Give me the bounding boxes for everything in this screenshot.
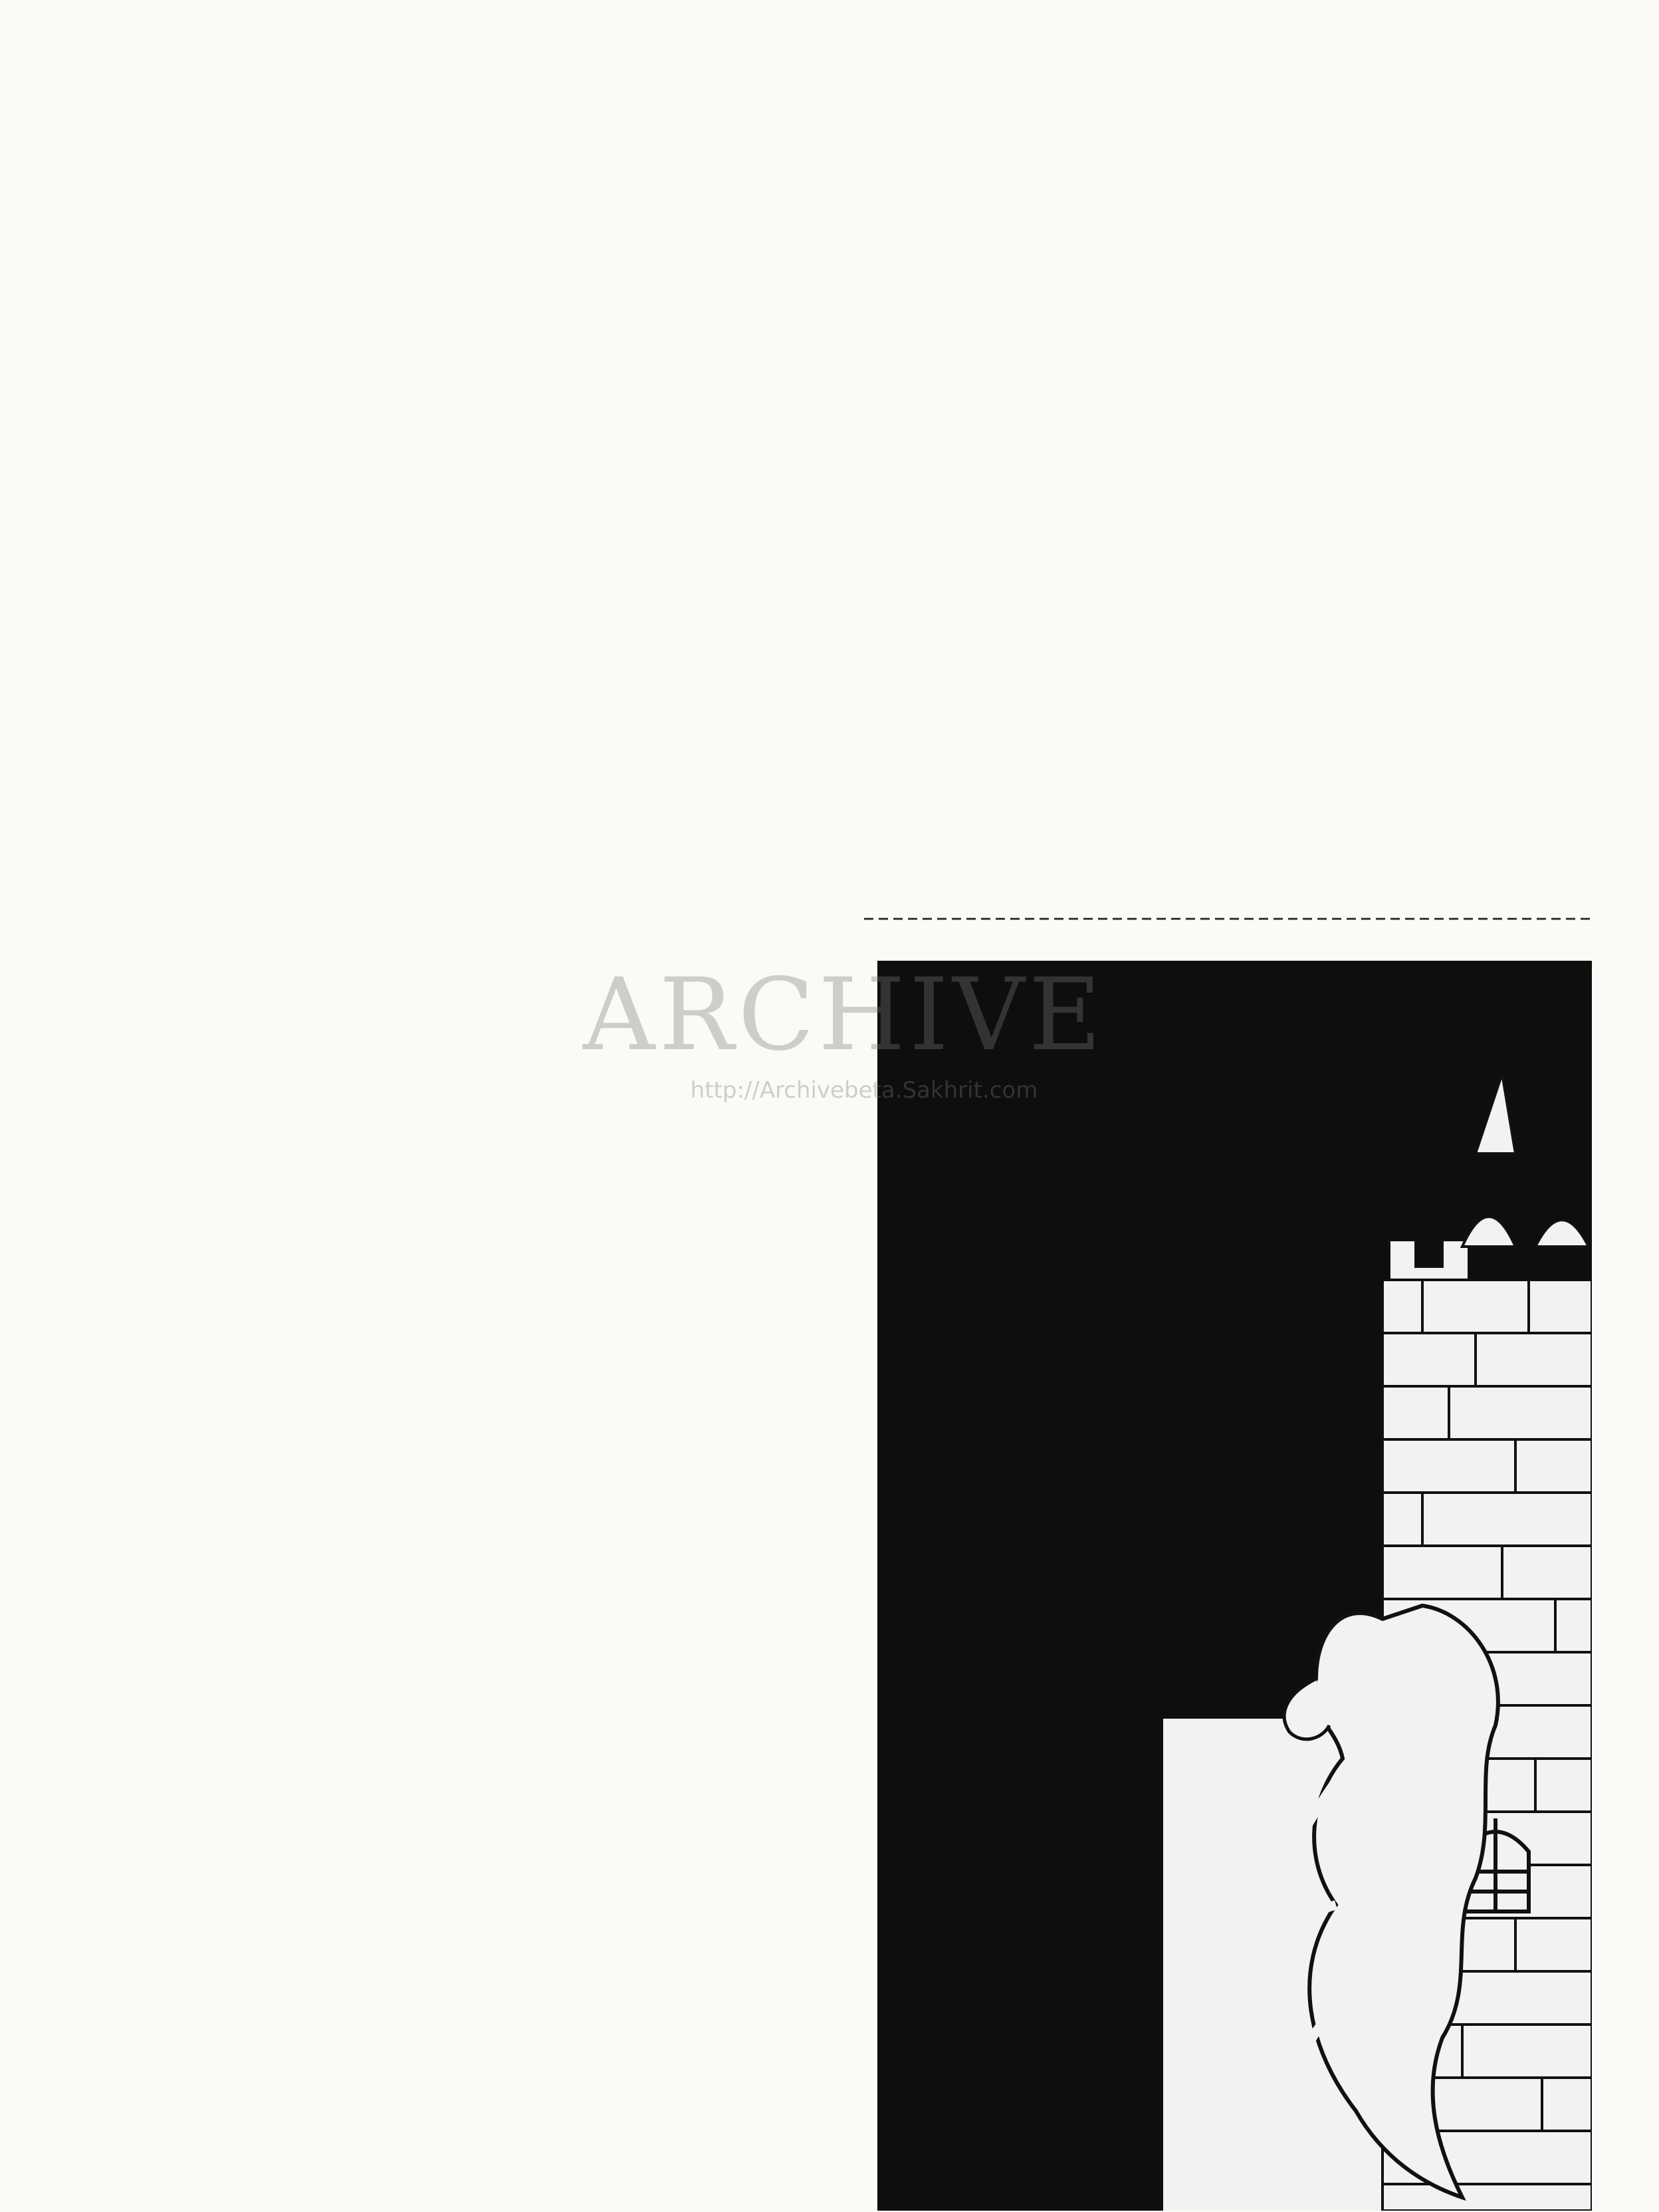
woman-silhouette-illustration (877, 961, 1592, 2211)
archive-watermark-url: http://Archivebeta.Sakhrit.com (690, 1077, 1038, 1104)
article-right-column (867, 113, 1589, 871)
book-advertisement (877, 961, 1592, 2211)
wavy-divider (864, 914, 1595, 923)
archive-watermark: ARCHIVE (583, 957, 1105, 1073)
